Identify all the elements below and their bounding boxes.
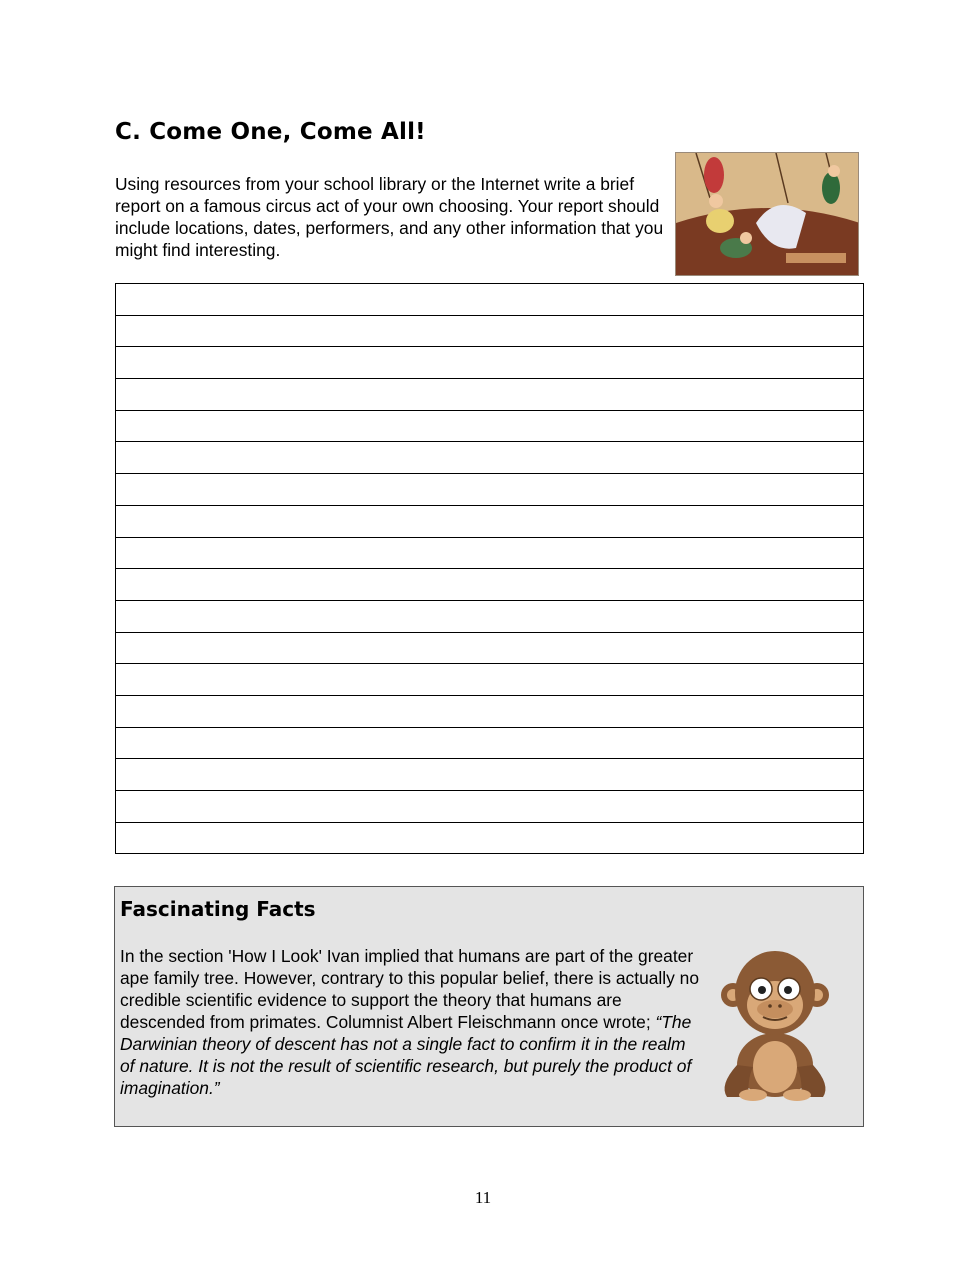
facts-title: Fascinating Facts bbox=[120, 897, 316, 921]
facts-body: In the section 'How I Look' Ivan implied that humans are part of the greater ape family tree. However, contrary to this popular belief, there is actually no credible scientific evidence to support the theory that humans are descended from primates. Columnist Albert Fleischmann once wrote; bbox=[120, 946, 700, 1032]
facts-paragraph bbox=[120, 945, 702, 1099]
writing-line[interactable] bbox=[116, 633, 863, 665]
writing-line[interactable] bbox=[116, 506, 863, 538]
writing-line[interactable] bbox=[116, 474, 863, 506]
page-number: 11 bbox=[474, 1188, 492, 1207]
writing-line[interactable] bbox=[116, 696, 863, 728]
writing-line[interactable] bbox=[116, 538, 863, 570]
fascinating-facts-box bbox=[114, 886, 864, 1127]
writing-line[interactable] bbox=[116, 411, 863, 443]
writing-line[interactable] bbox=[116, 569, 863, 601]
facts-quote: “The Darwinian theory of descent has not a single fact to confirm it in the realm of nature. It is not the result of scientific research, but purely the product of imagination.” bbox=[120, 1012, 692, 1098]
writing-line[interactable] bbox=[116, 601, 863, 633]
section-heading: C. Come One, Come All! bbox=[115, 119, 426, 145]
monkey-illustration bbox=[717, 945, 833, 1103]
writing-line[interactable] bbox=[116, 284, 863, 316]
writing-line[interactable] bbox=[116, 664, 863, 696]
writing-line[interactable] bbox=[116, 347, 863, 379]
writing-line[interactable] bbox=[116, 759, 863, 791]
writing-line[interactable] bbox=[116, 728, 863, 760]
instructions-paragraph: Using resources from your school library or the Internet write a brief report on a famous circus act of your own choosing. Your report should include locations, dates, performers, and any other information that you might find interesting. bbox=[115, 174, 664, 260]
writing-lines-box[interactable] bbox=[115, 283, 864, 854]
writing-line[interactable] bbox=[116, 442, 863, 474]
writing-line[interactable] bbox=[116, 791, 863, 823]
circus-trapeze-illustration bbox=[675, 152, 859, 276]
writing-line[interactable] bbox=[116, 379, 863, 411]
writing-line[interactable] bbox=[116, 316, 863, 348]
writing-line[interactable] bbox=[116, 823, 863, 855]
